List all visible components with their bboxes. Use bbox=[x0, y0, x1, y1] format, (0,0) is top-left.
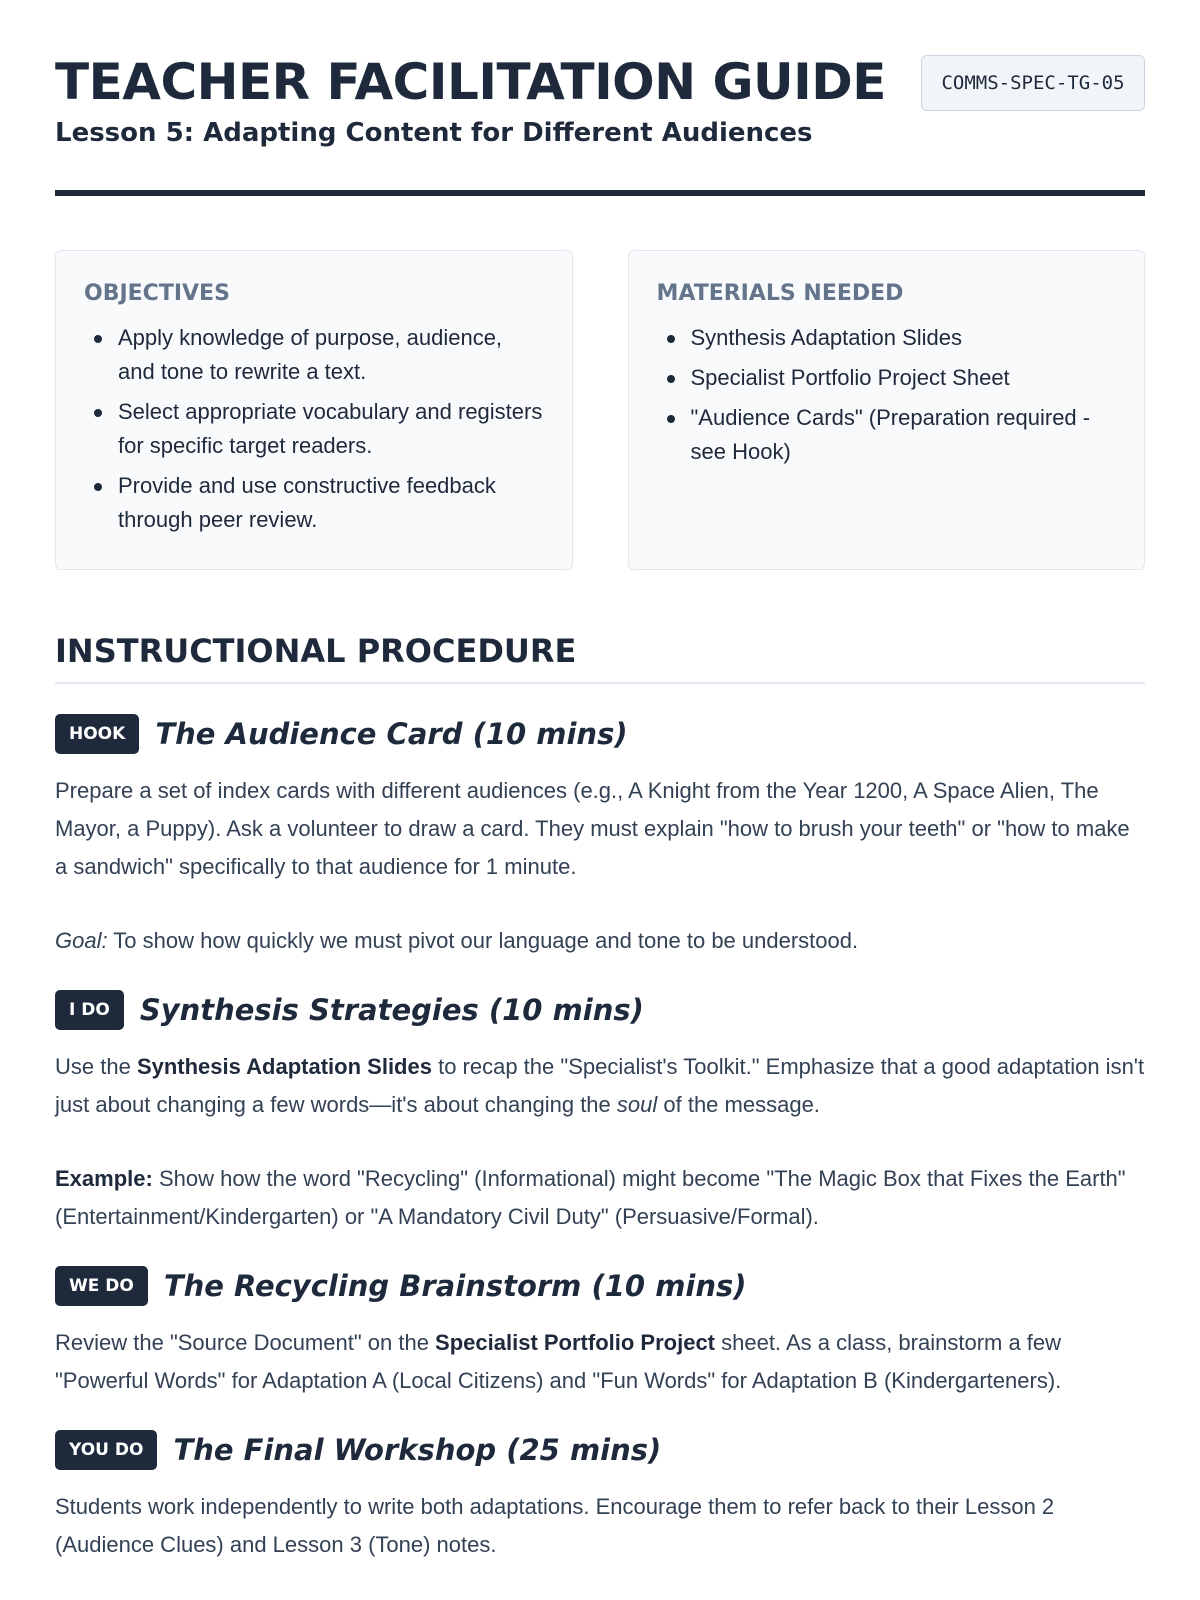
hook-step-header bbox=[55, 714, 1145, 754]
hook-step bbox=[55, 714, 1145, 960]
we-do-step bbox=[55, 1266, 1145, 1400]
objectives-title: OBJECTIVES bbox=[84, 281, 230, 306]
hook-description: Prepare a set of index cards with different audiences (e.g., A Knight from the Year 1200, A Space Alien, The Mayor, a Puppy). Ask a volunteer to draw a card. They must explain "how to brush your teeth" or "how to make a sandwich" specifically to that audience for 1 minute. bbox=[55, 778, 1130, 879]
materials-list bbox=[657, 321, 1117, 469]
portfolio-reference: Specialist Portfolio Project bbox=[435, 1330, 715, 1355]
info-boxes bbox=[55, 250, 1145, 570]
materials-title: MATERIALS NEEDED bbox=[656, 281, 904, 306]
we-do-text-2: sheet. As a class, brainstorm a few "Powerful Words" for Adaptation A (Local Citizens) and "Fun Words" for Adaptation B (Kindergarteners). bbox=[55, 1330, 1062, 1393]
you-do-description: Students work independently to write both adaptations. Encourage them to refer back to their Lesson 2 (Audience Clues) and Lesson 3 (Tone) notes. bbox=[55, 1494, 1055, 1557]
hook-badge: HOOK bbox=[55, 714, 139, 754]
i-do-step bbox=[55, 990, 1145, 1236]
i-do-badge: I DO bbox=[55, 990, 124, 1030]
objectives-list bbox=[84, 321, 544, 537]
procedure-title: INSTRUCTIONAL PROCEDURE bbox=[55, 630, 1145, 684]
we-do-step-header bbox=[55, 1266, 1145, 1306]
hook-goal bbox=[55, 922, 1145, 960]
lesson-subtitle: Lesson 5: Adapting Content for Different Audiences bbox=[55, 118, 813, 148]
i-do-step-header bbox=[55, 990, 1145, 1030]
i-do-text-2: to recap the "Specialist's Toolkit." Emphasize that a good adaptation isn't just about changing a few words—it's about changing the bbox=[55, 1054, 1145, 1117]
i-do-text-1: Use the bbox=[55, 1054, 137, 1079]
slides-reference: Synthesis Adaptation Slides bbox=[136, 1054, 432, 1079]
we-do-badge: WE DO bbox=[55, 1266, 148, 1306]
i-do-step-body bbox=[55, 1048, 1145, 1236]
we-do-text-1: Review the "Source Document" on the bbox=[55, 1330, 436, 1355]
you-do-step-header bbox=[55, 1430, 1145, 1470]
goal-label: Goal: bbox=[55, 928, 108, 953]
document-code-badge: COMMS-SPEC-TG-05 bbox=[921, 55, 1145, 111]
example-text: Show how the word "Recycling" (Informational) might become "The Magic Box that Fixes the Earth" (Entertainment/Kindergarten) or "A Mandatory Civil Duty" (Persuasive/Formal). bbox=[55, 1166, 1126, 1229]
you-do-step bbox=[55, 1430, 1145, 1564]
goal-text: To show how quickly we must pivot our language and tone to be understood. bbox=[107, 928, 859, 953]
we-do-step-title: The Recycling Brainstorm (10 mins) bbox=[163, 1269, 747, 1303]
material-item: "Audience Cards" (Preparation required - see Hook) bbox=[657, 401, 1117, 469]
we-do-description bbox=[55, 1324, 1145, 1400]
i-do-text-3: of the message. bbox=[657, 1092, 820, 1117]
i-do-example bbox=[55, 1160, 1145, 1236]
example-label: Example: bbox=[55, 1166, 153, 1191]
materials-box bbox=[628, 250, 1146, 570]
objective-item: Apply knowledge of purpose, audience, and tone to rewrite a text. bbox=[84, 321, 544, 389]
you-do-step-title: The Final Workshop (25 mins) bbox=[173, 1433, 662, 1467]
guide-header bbox=[55, 0, 1145, 196]
we-do-step-body bbox=[55, 1324, 1145, 1400]
i-do-step-title: Synthesis Strategies (10 mins) bbox=[139, 993, 644, 1027]
objective-item: Provide and use constructive feedback through peer review. bbox=[84, 469, 544, 537]
you-do-step-body bbox=[55, 1488, 1145, 1564]
material-item: Synthesis Adaptation Slides bbox=[657, 321, 1117, 355]
hook-step-body bbox=[55, 772, 1145, 960]
soul-emphasis: soul bbox=[616, 1092, 658, 1117]
hook-step-title: The Audience Card (10 mins) bbox=[155, 717, 628, 751]
objectives-box bbox=[55, 250, 573, 570]
page-title: TEACHER FACILITATION GUIDE bbox=[55, 53, 886, 111]
i-do-description bbox=[55, 1048, 1145, 1124]
objective-item: Select appropriate vocabulary and registers for specific target readers. bbox=[84, 395, 544, 463]
material-item: Specialist Portfolio Project Sheet bbox=[657, 361, 1117, 395]
you-do-badge: YOU DO bbox=[55, 1430, 157, 1470]
